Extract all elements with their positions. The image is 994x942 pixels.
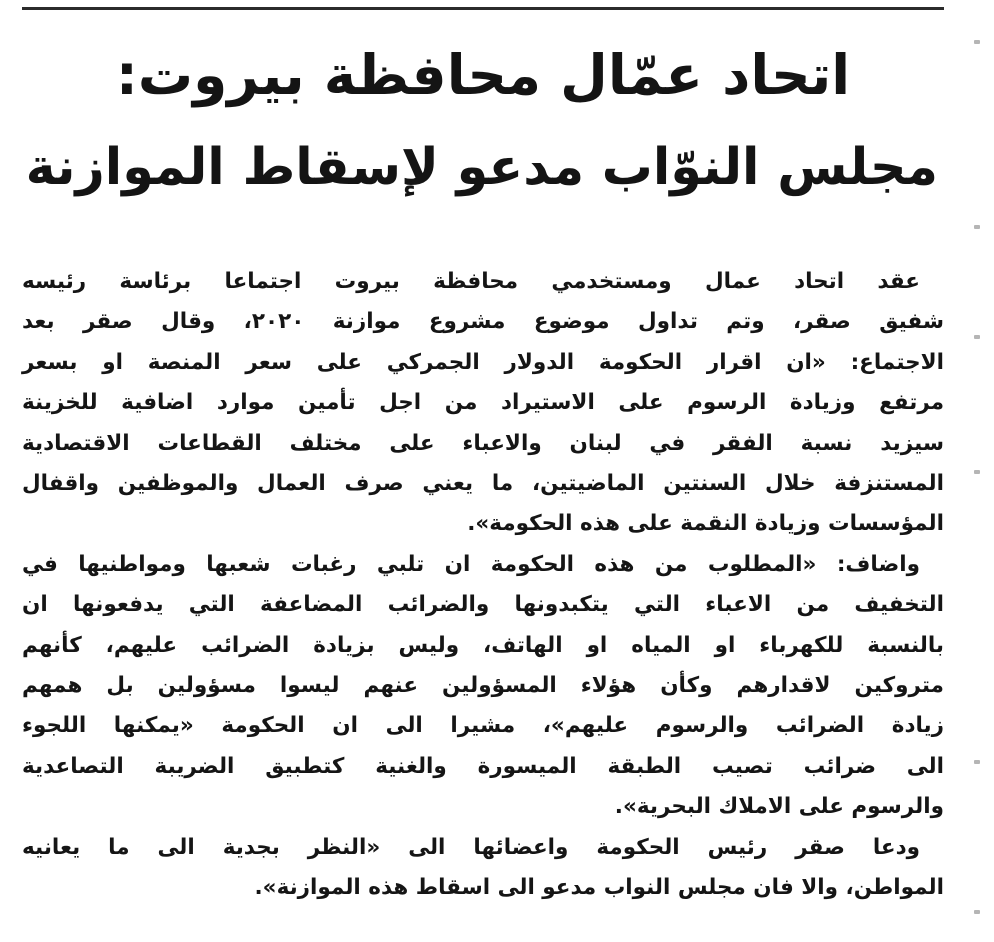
text-line: مرتفع وزيادة الرسوم على الاستيراد من اجل تأمين موارد اضافية للخزينة — [22, 390, 944, 416]
text-line: عقد اتحاد عمال ومستخدمي محافظة بيروت اجتماعا برئاسة رئيسه — [22, 269, 920, 294]
edge-mark — [974, 40, 980, 44]
paragraph-2 — [22, 545, 944, 828]
text-line: الى ضرائب تصيب الطبقة الميسورة والغنية كتطبيق الضريبة التصاعدية — [22, 753, 944, 779]
text-line: المستنزفة خلال السنتين الماضيتين، ما يعني صرف العمال والموظفين واقفال — [22, 471, 944, 497]
edge-mark — [974, 470, 980, 474]
text-line: المؤسسات وزيادة النقمة على هذه الحكومة». — [467, 511, 944, 537]
edge-mark — [974, 760, 980, 764]
text-line: متروكين لاقدارهم وكأن هؤلاء المسؤولين عنهم ليسوا مسؤولين بل همهم — [22, 673, 944, 699]
text-line: الاجتماع: «ان اقرار الحكومة الدولار الجمركي على سعر المنصة او بسعر — [22, 349, 944, 375]
headline-line-2: مجلس النوّاب مدعو لإسقاط الموازنة — [25, 137, 938, 196]
text-line: المواطن، والا فان مجلس النواب مدعو الى اسقاط هذه الموازنة». — [254, 875, 944, 901]
text-line: ودعا صقر رئيس الحكومة واعضائها الى «النظر بجدية الى ما يعانيه — [22, 834, 920, 860]
text-line: زيادة الضرائب والرسوم عليهم»، مشيرا الى ان الحكومة «يمكنها اللجوء — [22, 713, 944, 739]
headline — [22, 12, 944, 212]
text-line: التخفيف من الاعباء التي يتكبدونها والضرائب المضاعفة التي يدفعونها ان — [22, 592, 944, 618]
article-body — [22, 262, 944, 909]
headline-line-1: اتحاد عمّال محافظة بيروت: — [115, 43, 851, 107]
top-rule — [22, 7, 944, 10]
text-line: شفيق صقر، وتم تداول موضوع مشروع موازنة ٢٠٢٠، وقال صقر بعد — [22, 309, 944, 335]
text-line: والرسوم على الاملاك البحرية». — [614, 794, 944, 820]
text-line: بالنسبة للكهرباء او المياه او الهاتف، وليس بزيادة الضرائب عليهم، كأنهم — [22, 632, 944, 658]
paragraph-1 — [22, 262, 944, 545]
paragraph-3 — [22, 828, 944, 909]
edge-mark — [974, 225, 980, 229]
edge-mark — [974, 910, 980, 914]
text-line: واضاف: «المطلوب من هذه الحكومة ان تلبي رغبات شعبها ومواطنيها في — [22, 551, 920, 577]
article — [22, 12, 944, 909]
edge-mark — [974, 335, 980, 339]
page-edge-marks — [966, 20, 988, 920]
text-line: سيزيد نسبة الفقر في لبنان والاعباء على مختلف القطاعات الاقتصادية — [22, 430, 944, 456]
